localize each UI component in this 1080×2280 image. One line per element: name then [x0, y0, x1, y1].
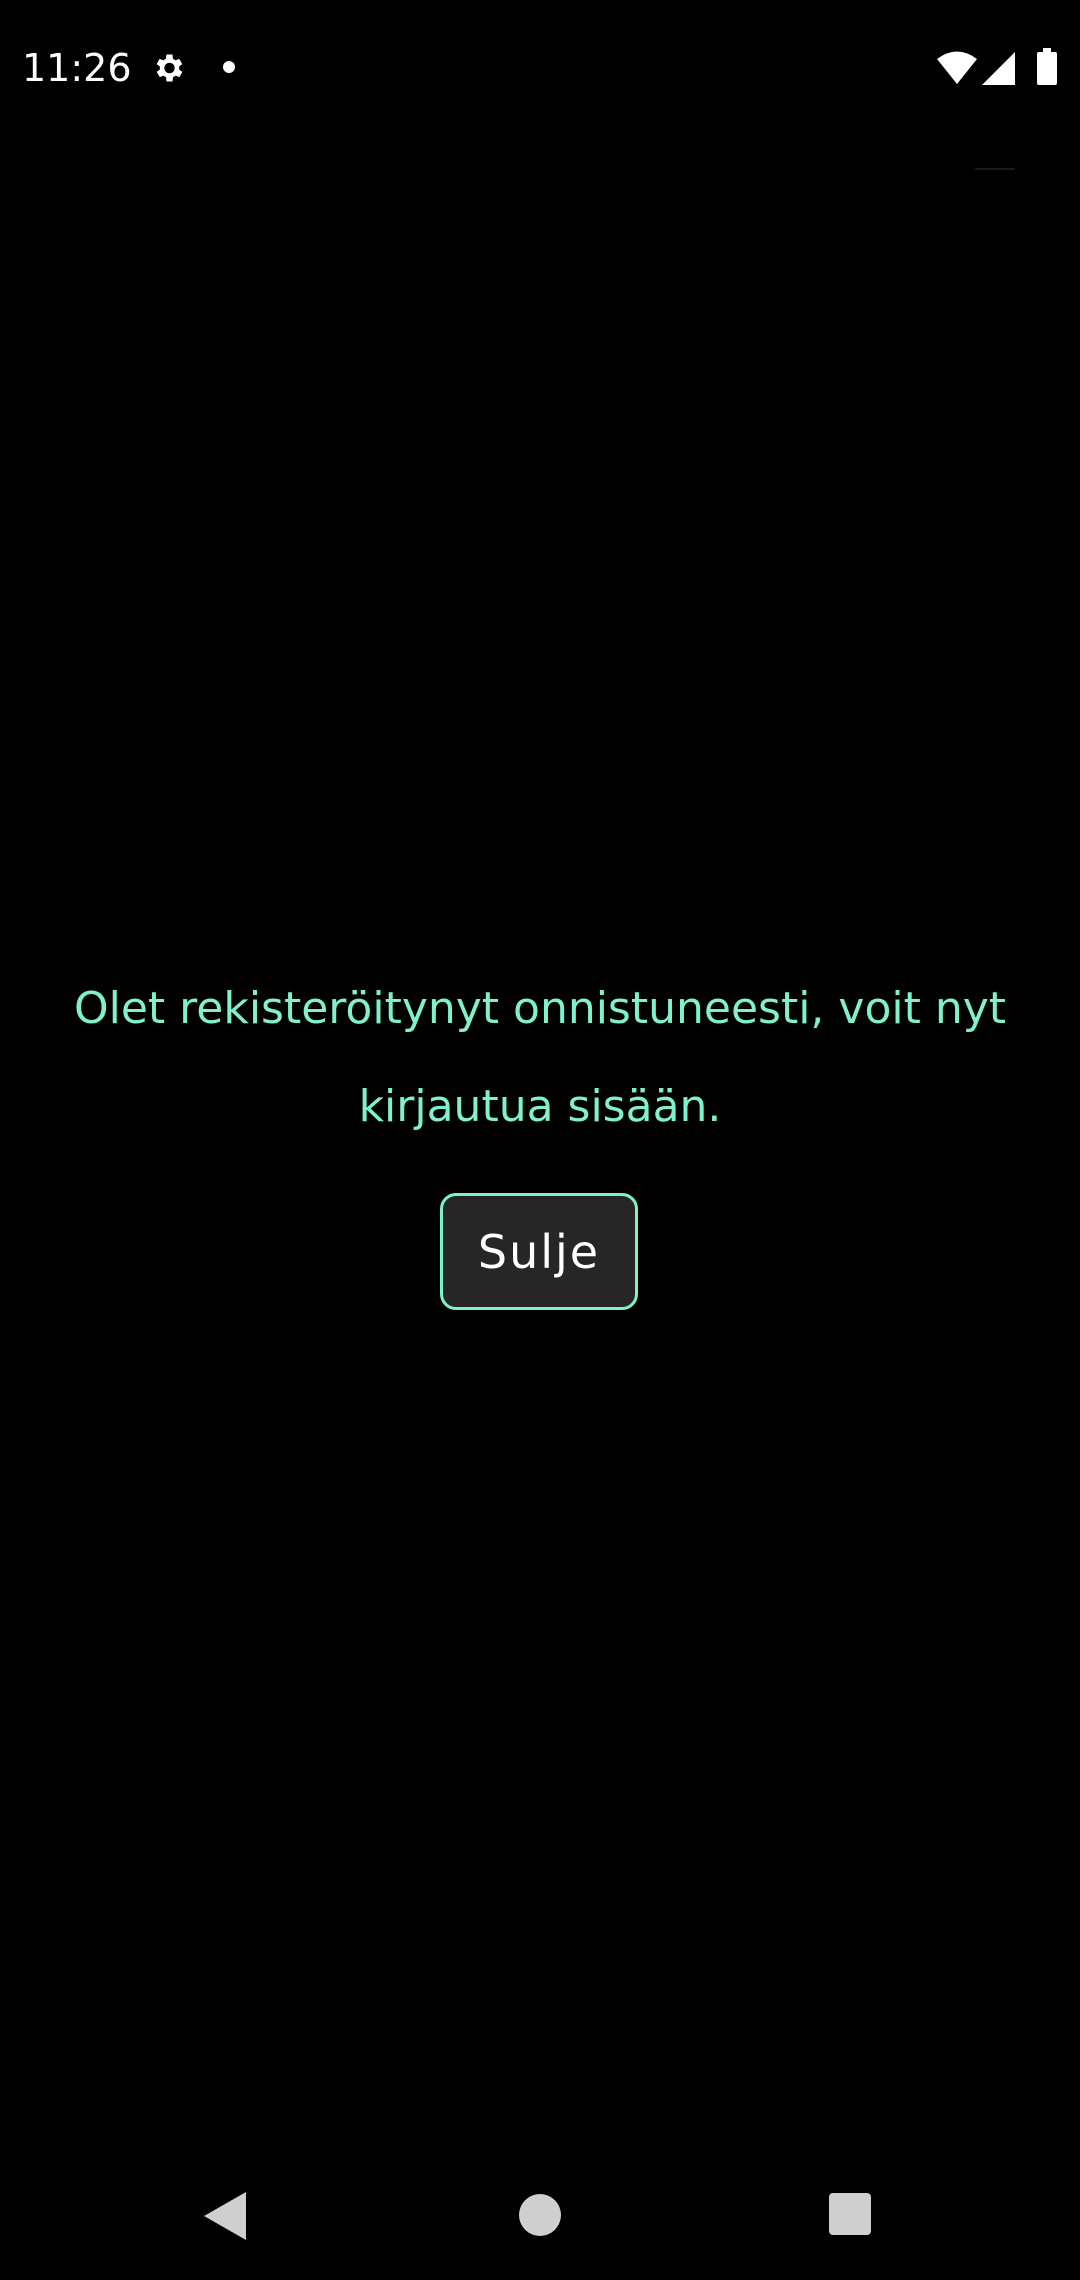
- success-message: Olet rekisteröitynyt onnistuneesti, voit nyt kirjautua sisään.: [73, 983, 1006, 1132]
- wifi-icon: [936, 50, 978, 86]
- status-bar: [0, 0, 1080, 130]
- navigation-bar: [0, 2160, 1080, 2280]
- battery-icon: [1036, 48, 1058, 86]
- status-time: 11:26: [22, 46, 132, 90]
- top-decoration: [975, 168, 1015, 170]
- signal-icon: [982, 50, 1016, 86]
- recents-icon[interactable]: [829, 2193, 871, 2235]
- close-button[interactable]: Sulje: [440, 1193, 638, 1310]
- notification-dot-icon: [223, 61, 235, 73]
- home-icon[interactable]: [519, 2194, 561, 2236]
- gear-icon: [150, 50, 186, 86]
- back-icon[interactable]: [200, 2190, 248, 2242]
